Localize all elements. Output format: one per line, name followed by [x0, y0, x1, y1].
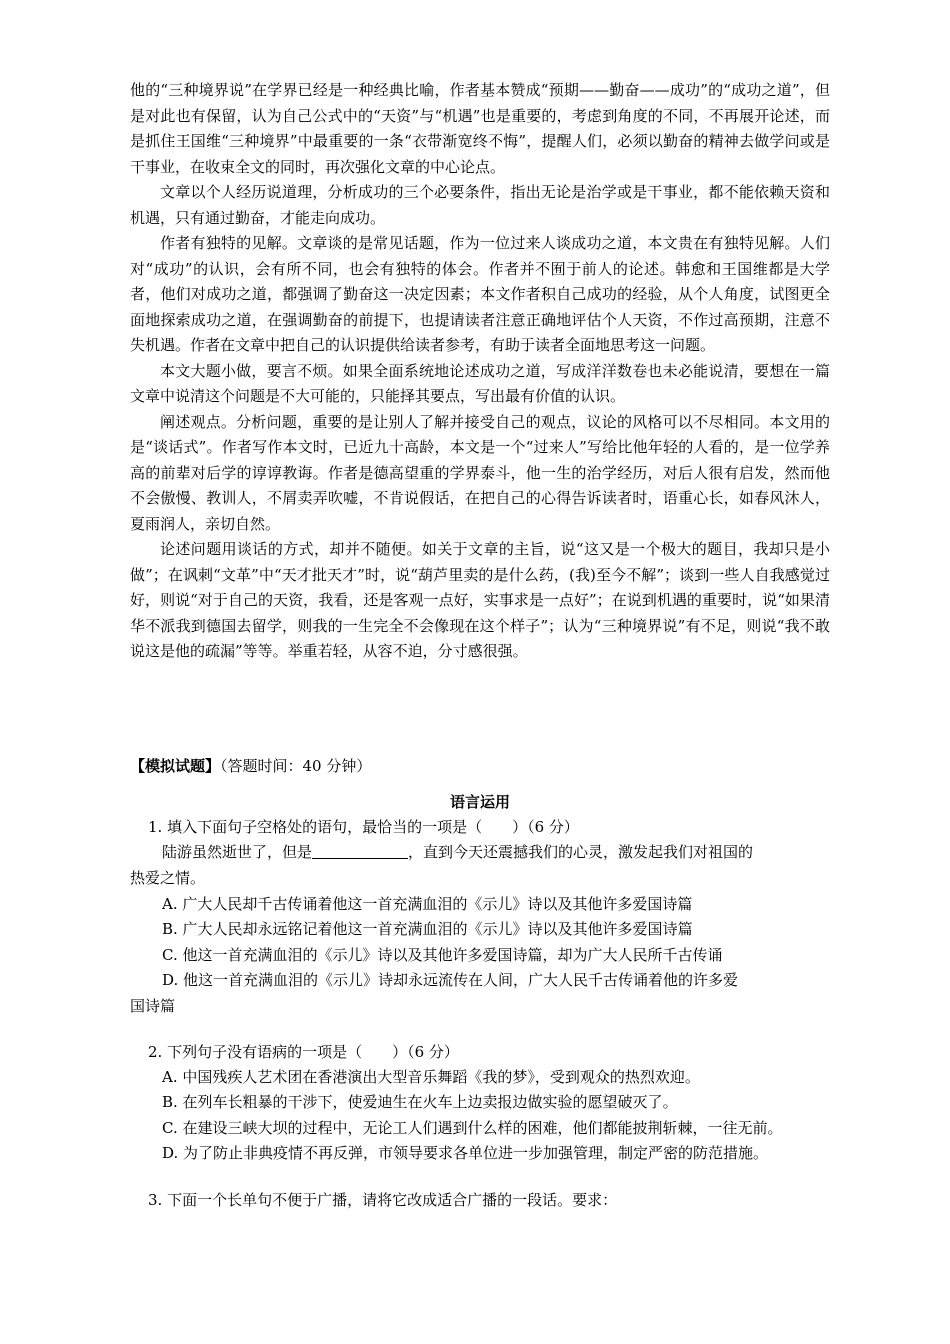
- exam-heading-time: （答题时间：40 分钟）: [220, 757, 372, 775]
- analysis-paragraph-1: 他的“三种境界说”在学界已经是一种经典比喻，作者基本赞成“预期——勤奋——成功”的“成功之道”，但是对此也有保留，认为自己公式中的“天资”与“机遇”也是重要的，考虑到角度的不同，不再展开论述，而是抓住王国维“三种境界”中最重要的一条“衣带渐宽终不悔”，提醒人们，必须以勤奋的精神去做学问或是干事业，在收束全文的同时，再次强化文章的中心论点。: [130, 81, 830, 176]
- question-1-option-a: A. 广大人民却千古传诵着他这一首充满血泪的《示儿》诗以及其他许多爱国诗篇: [162, 895, 693, 913]
- question-1-option-d-cont: 国诗篇: [130, 997, 176, 1015]
- question-3-stem: 3. 下面一个长单句不便于广播，请将它改成适合广播的一段话。要求：: [148, 1191, 618, 1209]
- analysis-paragraph-6: 论述问题用谈话的方式，却并不随便。如关于文章的主旨，说“这又是一个极大的题目，我却只是小做”；在讽刺“文革”中“天才批天才”时，说“葫芦里卖的是什么药，(我)至今不解”；谈到一些人自我感觉过好，则说“对于自己的天资，我看，还是客观一点好，实事求是一点好”；在说到机遇的重要时，说“如果清华不派我到德国去留学，则我的一生完全不会像现在这个样子”；认为“三种境界说”有不足，则说“我不敢说这是他的疏漏”等等。举重若轻，从容不迫，分寸感很强。: [130, 540, 830, 660]
- answer-blank: [312, 842, 408, 859]
- analysis-paragraph-4: 本文大题小做，要言不烦。如果全面系统地论述成功之道，写成洋洋数卷也未必能说清，要想在一篇文章中说清这个问题是不大可能的，只能择其要点，写出最有价值的认识。: [130, 361, 830, 405]
- question-1-sentence-cont: 热爱之情。: [130, 869, 206, 887]
- analysis-paragraph-3: 作者有独特的见解。文章谈的是常见话题，作为一位过来人谈成功之道，本文贵在有独特见解。人们对“成功”的认识，会有所不同，也会有独特的体会。作者并不囿于前人的论述。韩愈和王国维都是大学者，他们对成功之道，都强调了勤奋这一决定因素；本文作者积自己成功的经验，从个人角度，试图更全面地探索成功之道，在强调勤奋的前提下，也提请读者注意正确地评估个人天资，不作过高预期，注意不失机遇。作者在文章中把自己的认识提供给读者参考，有助于读者全面地思考这一问题。: [130, 234, 830, 354]
- question-2-stem: 2. 下列句子没有语病的一项是（ ）（6 分）: [148, 1043, 459, 1061]
- question-1-option-b: B. 广大人民却永远铭记着他这一首充满血泪的《示儿》诗以及其他许多爱国诗篇: [162, 920, 693, 938]
- analysis-paragraph-5: 阐述观点。分析问题，重要的是让别人了解并接受自己的观点，议论的风格可以不尽相同。本文用的是“谈话式”。作者写作本文时，已近九十高龄，本文是一个“过来人”写给比他年轻的人看的，是一位学养高的前辈对后学的谆谆教诲。作者是德高望重的学界泰斗，他一生的治学经历，对后人很有启发，然而他不会傲慢、教训人，不屑卖弄吹嘘，不肯说假话，在把自己的心得告诉读者时，语重心长，如春风沐人，夏雨润人，亲切自然。: [130, 412, 830, 533]
- question-2-option-c: C. 在建设三峡大坝的过程中，无论工人们遇到什么样的困难，他们都能披荆斩棘，一往无前。: [162, 1119, 783, 1137]
- exam-heading: [130, 754, 371, 780]
- section-title: 语言运用: [449, 793, 510, 811]
- question-2-option-b: B. 在列车长粗暴的干涉下，使爱迪生在火车上边卖报边做实验的愿望破灭了。: [162, 1093, 678, 1111]
- question-1-stem: 1. 填入下面句子空格处的语句，最恰当的一项是（ ）（6 分）: [148, 818, 579, 836]
- question-1-sentence-before: 陆游虽然逝世了，但是: [162, 843, 313, 861]
- question-2-option-d: D. 为了防止非典疫情不再反弹，市领导要求各单位进一步加强管理，制定严密的防范措施。: [162, 1144, 769, 1162]
- question-1-sentence-after: ，直到今天还震撼我们的心灵，激发起我们对祖国的: [408, 843, 754, 861]
- question-1-option-d: D. 他这一首充满血泪的《示儿》诗却永远流传在人间，广大人民千古传诵着他的许多爱: [162, 971, 739, 989]
- analysis-section: [130, 78, 830, 665]
- analysis-paragraph-2: 文章以个人经历说道理，分析成功的三个必要条件，指出无论是治学或是干事业，都不能依赖天资和机遇，只有通过勤奋，才能走向成功。: [130, 183, 830, 227]
- exam-heading-title: 【模拟试题】: [130, 757, 221, 775]
- question-2-option-a: A. 中国残疾人艺术团在香港演出大型音乐舞蹈《我的梦》，受到观众的热烈欢迎。: [162, 1068, 700, 1086]
- question-1-option-c: C. 他这一首充满血泪的《示儿》诗以及其他许多爱国诗篇，却为广大人民所千古传诵: [162, 946, 723, 964]
- question-1-sentence: [162, 840, 844, 866]
